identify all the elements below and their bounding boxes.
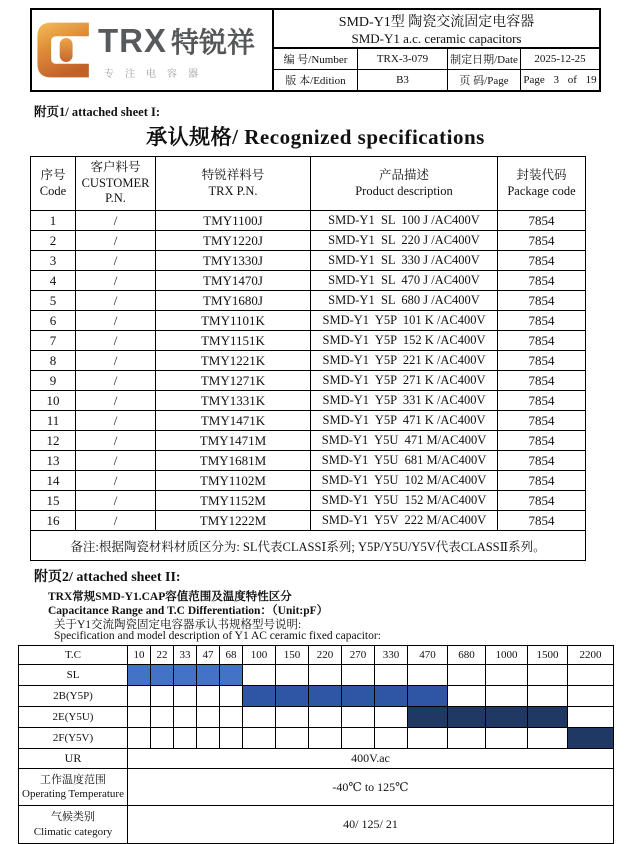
trx-pn-cell: TMY1220J bbox=[156, 231, 311, 251]
climatic-category-label: 气候类别 Climatic category bbox=[19, 806, 128, 844]
tc-empty-cell bbox=[309, 665, 342, 686]
code-cell: 15 bbox=[31, 491, 76, 511]
tc-band-row bbox=[19, 665, 614, 686]
attached-sheet-1-heading: 附页1/ attached sheet I: bbox=[34, 105, 161, 119]
tc-empty-cell bbox=[342, 707, 375, 728]
tc-band-label: 2F(Y5V) bbox=[19, 728, 128, 749]
tc-empty-cell bbox=[243, 728, 276, 749]
tc-empty-cell bbox=[448, 728, 486, 749]
tc-empty-cell bbox=[276, 707, 309, 728]
tc-highlight-cell bbox=[174, 665, 197, 686]
capacitance-header-cell: 100 bbox=[243, 646, 276, 665]
code-cell: 6 bbox=[31, 311, 76, 331]
edition-value: B3 bbox=[358, 70, 448, 90]
page-label: 页 码/Page bbox=[448, 70, 521, 90]
tc-empty-cell bbox=[528, 728, 568, 749]
date-value: 2025-12-25 bbox=[534, 52, 586, 65]
code-cell: 9 bbox=[31, 371, 76, 391]
spec-table-note: 备注:根据陶瓷材料材质区分为: SL代表CLASSⅠ系列; Y5P/Y5U/Y5V代表CLASSⅡ系列。 bbox=[31, 531, 586, 561]
customer-pn-cell: / bbox=[76, 431, 156, 451]
package-code-cell: 7854 bbox=[498, 431, 586, 451]
spec-table-header-row bbox=[31, 157, 586, 211]
trx-pn-cell: TMY1471M bbox=[156, 431, 311, 451]
document-header bbox=[30, 8, 601, 92]
capacitance-header-cell: 270 bbox=[342, 646, 375, 665]
table-row bbox=[31, 491, 586, 511]
description-cell: SMD-Y1 Y5U 102 M/AC400V bbox=[311, 471, 498, 491]
capacitance-header-cell: 470 bbox=[408, 646, 448, 665]
customer-pn-cell: / bbox=[76, 411, 156, 431]
header-info-block bbox=[272, 10, 599, 90]
code-cell: 7 bbox=[31, 331, 76, 351]
document-title-en: SMD-Y1 a.c. ceramic capacitors bbox=[351, 30, 522, 46]
tc-highlight-cell bbox=[128, 665, 151, 686]
operating-temperature-value: -40℃ to 125℃ bbox=[128, 769, 614, 806]
table-row bbox=[31, 371, 586, 391]
col-header-trx-pn: 特锐祥料号 TRX P.N. bbox=[156, 157, 311, 211]
customer-pn-cell: / bbox=[76, 491, 156, 511]
description-cell: SMD-Y1 Y5P 101 K /AC400V bbox=[311, 311, 498, 331]
table-row bbox=[31, 331, 586, 351]
package-code-cell: 7854 bbox=[498, 331, 586, 351]
customer-pn-cell: / bbox=[76, 271, 156, 291]
brand-name-en: TRX bbox=[98, 21, 167, 59]
document-title bbox=[274, 10, 599, 49]
description-cell: SMD-Y1 Y5P 221 K /AC400V bbox=[311, 351, 498, 371]
tc-header-row bbox=[19, 646, 614, 665]
package-code-cell: 7854 bbox=[498, 511, 586, 531]
code-cell: 4 bbox=[31, 271, 76, 291]
tc-empty-cell bbox=[276, 665, 309, 686]
code-cell: 13 bbox=[31, 451, 76, 471]
tc-band-row bbox=[19, 707, 614, 728]
package-code-cell: 7854 bbox=[498, 411, 586, 431]
customer-pn-cell: / bbox=[76, 371, 156, 391]
capacitance-header-cell: 22 bbox=[151, 646, 174, 665]
tc-empty-cell bbox=[486, 686, 528, 707]
tc-empty-cell bbox=[375, 665, 408, 686]
tc-highlight-cell bbox=[342, 686, 375, 707]
tc-empty-cell bbox=[276, 728, 309, 749]
code-cell: 16 bbox=[31, 511, 76, 531]
tc-highlight-cell bbox=[151, 665, 174, 686]
table-row bbox=[31, 211, 586, 231]
tc-empty-cell bbox=[197, 707, 220, 728]
code-cell: 5 bbox=[31, 291, 76, 311]
number-value: TRX-3-079 bbox=[358, 49, 448, 69]
capacitance-header-cell: 33 bbox=[174, 646, 197, 665]
tc-empty-cell bbox=[197, 686, 220, 707]
code-cell: 14 bbox=[31, 471, 76, 491]
capacitance-header-cell: 2200 bbox=[568, 646, 614, 665]
tc-highlight-cell bbox=[243, 686, 276, 707]
recognized-specifications-table bbox=[30, 156, 586, 561]
climatic-category-row bbox=[19, 806, 614, 844]
customer-pn-cell: / bbox=[76, 251, 156, 271]
description-cell: SMD-Y1 Y5V 222 M/AC400V bbox=[311, 511, 498, 531]
customer-pn-cell: / bbox=[76, 311, 156, 331]
ur-value: 400V.ac bbox=[128, 749, 614, 769]
tc-band-label: SL bbox=[19, 665, 128, 686]
code-cell: 1 bbox=[31, 211, 76, 231]
tc-band-row bbox=[19, 728, 614, 749]
tc-empty-cell bbox=[486, 665, 528, 686]
trx-pn-cell: TMY1471K bbox=[156, 411, 311, 431]
climatic-category-value: 40/ 125/ 21 bbox=[128, 806, 614, 844]
spec-table-body bbox=[31, 211, 586, 531]
trx-pn-cell: TMY1101K bbox=[156, 311, 311, 331]
package-code-cell: 7854 bbox=[498, 211, 586, 231]
tc-empty-cell bbox=[408, 665, 448, 686]
customer-pn-cell: / bbox=[76, 471, 156, 491]
tc-empty-cell bbox=[128, 707, 151, 728]
tc-empty-cell bbox=[408, 728, 448, 749]
document-title-cn: SMD-Y1型 陶瓷交流固定电容器 bbox=[338, 14, 535, 30]
customer-pn-cell: / bbox=[76, 231, 156, 251]
tc-empty-cell bbox=[128, 686, 151, 707]
capacitance-range-subtitle-en: Capacitance Range and T.C Differentiation：（Unit:pF） bbox=[48, 605, 329, 617]
trx-pn-cell: TMY1681M bbox=[156, 451, 311, 471]
description-cell: SMD-Y1 Y5P 471 K /AC400V bbox=[311, 411, 498, 431]
tc-empty-cell bbox=[568, 665, 614, 686]
description-cell: SMD-Y1 SL 330 J /AC400V bbox=[311, 251, 498, 271]
ur-row bbox=[19, 749, 614, 769]
tc-highlight-cell bbox=[375, 686, 408, 707]
package-code-cell: 7854 bbox=[498, 351, 586, 371]
tc-band-label: 2B(Y5P) bbox=[19, 686, 128, 707]
trx-pn-cell: TMY1222M bbox=[156, 511, 311, 531]
tc-empty-cell bbox=[197, 728, 220, 749]
tc-empty-cell bbox=[128, 728, 151, 749]
customer-pn-cell: / bbox=[76, 291, 156, 311]
tc-empty-cell bbox=[151, 728, 174, 749]
attached-sheet-2-heading: 附页2/ attached sheet II: bbox=[34, 570, 181, 585]
tc-empty-cell bbox=[174, 728, 197, 749]
capacitance-header-cell: 220 bbox=[309, 646, 342, 665]
tc-empty-cell bbox=[243, 665, 276, 686]
description-cell: SMD-Y1 SL 470 J /AC400V bbox=[311, 271, 498, 291]
code-cell: 8 bbox=[31, 351, 76, 371]
capacitance-header-cell: 150 bbox=[276, 646, 309, 665]
table-row bbox=[31, 311, 586, 331]
tc-empty-cell bbox=[528, 665, 568, 686]
tc-band-row bbox=[19, 686, 614, 707]
description-cell: SMD-Y1 Y5P 152 K /AC400V bbox=[311, 331, 498, 351]
tc-highlight-cell bbox=[220, 665, 243, 686]
package-code-cell: 7854 bbox=[498, 471, 586, 491]
brand-name-cn: 特锐祥 bbox=[171, 26, 256, 58]
tc-header-label: T.C bbox=[19, 646, 128, 665]
brand-tagline: 专注电容器 bbox=[104, 68, 209, 80]
trx-pn-cell: TMY1331K bbox=[156, 391, 311, 411]
tc-empty-cell bbox=[220, 707, 243, 728]
table-row bbox=[31, 451, 586, 471]
trx-pn-cell: TMY1221K bbox=[156, 351, 311, 371]
tc-empty-cell bbox=[220, 686, 243, 707]
customer-pn-cell: / bbox=[76, 391, 156, 411]
tc-empty-cell bbox=[309, 728, 342, 749]
header-meta-row-1 bbox=[274, 49, 599, 70]
package-code-cell: 7854 bbox=[498, 251, 586, 271]
col-header-customer-pn: 客户料号 CUSTOMER P.N. bbox=[76, 157, 156, 211]
tc-highlight-cell bbox=[448, 707, 486, 728]
tc-empty-cell bbox=[342, 665, 375, 686]
col-header-code: 序号 Code bbox=[31, 157, 76, 211]
table-row bbox=[31, 351, 586, 371]
tc-empty-cell bbox=[486, 728, 528, 749]
operating-temperature-label: 工作温度范围 Operating Temperature bbox=[19, 769, 128, 806]
page-value: Page 3 of 19 bbox=[523, 73, 597, 86]
description-cell: SMD-Y1 SL 220 J /AC400V bbox=[311, 231, 498, 251]
capacitance-header-cell: 1500 bbox=[528, 646, 568, 665]
description-cell: SMD-Y1 Y5U 471 M/AC400V bbox=[311, 431, 498, 451]
model-description-en: Specification and model description of Y1 AC ceramic fixed capacitor: bbox=[54, 630, 381, 642]
code-cell: 10 bbox=[31, 391, 76, 411]
customer-pn-cell: / bbox=[76, 331, 156, 351]
package-code-cell: 7854 bbox=[498, 291, 586, 311]
tc-empty-cell bbox=[375, 728, 408, 749]
tc-empty-cell bbox=[528, 686, 568, 707]
tc-highlight-cell bbox=[568, 728, 614, 749]
capacitance-header-cell: 680 bbox=[448, 646, 486, 665]
customer-pn-cell: / bbox=[76, 211, 156, 231]
code-cell: 3 bbox=[31, 251, 76, 271]
header-meta-row-2 bbox=[274, 70, 599, 90]
tc-highlight-cell bbox=[408, 707, 448, 728]
tc-highlight-cell bbox=[486, 707, 528, 728]
package-code-cell: 7854 bbox=[498, 311, 586, 331]
capacitance-header-cell: 47 bbox=[197, 646, 220, 665]
code-cell: 12 bbox=[31, 431, 76, 451]
recognized-specifications-title: 承认规格/ Recognized specifications bbox=[146, 125, 485, 149]
table-row bbox=[31, 471, 586, 491]
operating-temperature-row bbox=[19, 769, 614, 806]
table-row bbox=[31, 291, 586, 311]
trx-pn-cell: TMY1151K bbox=[156, 331, 311, 351]
code-cell: 11 bbox=[31, 411, 76, 431]
company-logo bbox=[32, 10, 272, 90]
tc-empty-cell bbox=[568, 707, 614, 728]
tc-empty-cell bbox=[174, 707, 197, 728]
description-cell: SMD-Y1 SL 680 J /AC400V bbox=[311, 291, 498, 311]
tc-differentiation-table bbox=[18, 645, 614, 844]
tc-empty-cell bbox=[448, 686, 486, 707]
edition-label: 版 本/Edition bbox=[274, 70, 358, 90]
tc-highlight-cell bbox=[309, 686, 342, 707]
tc-highlight-cell bbox=[197, 665, 220, 686]
tc-empty-cell bbox=[151, 686, 174, 707]
trx-pn-cell: TMY1102M bbox=[156, 471, 311, 491]
model-description-cn: 关于Y1交流陶瓷固定电容器承认书规格型号说明: bbox=[54, 619, 302, 631]
tc-empty-cell bbox=[448, 665, 486, 686]
table-row bbox=[31, 271, 586, 291]
col-header-package-code: 封装代码 Package code bbox=[498, 157, 586, 211]
trx-pn-cell: TMY1271K bbox=[156, 371, 311, 391]
table-row bbox=[31, 231, 586, 251]
tc-empty-cell bbox=[375, 707, 408, 728]
package-code-cell: 7854 bbox=[498, 371, 586, 391]
capacitance-header-cell: 10 bbox=[128, 646, 151, 665]
package-code-cell: 7854 bbox=[498, 451, 586, 471]
capacitance-header-cell: 1000 bbox=[486, 646, 528, 665]
table-row bbox=[31, 411, 586, 431]
tc-highlight-cell bbox=[276, 686, 309, 707]
package-code-cell: 7854 bbox=[498, 391, 586, 411]
trx-pn-cell: TMY1330J bbox=[156, 251, 311, 271]
trx-pn-cell: TMY1100J bbox=[156, 211, 311, 231]
logo-text-block bbox=[98, 21, 255, 80]
customer-pn-cell: / bbox=[76, 451, 156, 471]
description-cell: SMD-Y1 SL 100 J /AC400V bbox=[311, 211, 498, 231]
package-code-cell: 7854 bbox=[498, 231, 586, 251]
tc-empty-cell bbox=[309, 707, 342, 728]
tc-highlight-cell bbox=[408, 686, 448, 707]
trx-pn-cell: TMY1470J bbox=[156, 271, 311, 291]
table-row bbox=[31, 511, 586, 531]
description-cell: SMD-Y1 Y5P 331 K /AC400V bbox=[311, 391, 498, 411]
capacitance-header-cell: 330 bbox=[375, 646, 408, 665]
trx-pn-cell: TMY1680J bbox=[156, 291, 311, 311]
tc-band-label: 2E(Y5U) bbox=[19, 707, 128, 728]
tc-empty-cell bbox=[151, 707, 174, 728]
col-header-product-description: 产品描述 Product description bbox=[311, 157, 498, 211]
table-row bbox=[31, 391, 586, 411]
ur-label: UR bbox=[19, 749, 128, 769]
description-cell: SMD-Y1 Y5U 152 M/AC400V bbox=[311, 491, 498, 511]
customer-pn-cell: / bbox=[76, 511, 156, 531]
description-cell: SMD-Y1 Y5U 681 M/AC400V bbox=[311, 451, 498, 471]
capacitance-header-cell: 68 bbox=[220, 646, 243, 665]
capacitance-range-subtitle-cn: TRX常规SMD-Y1.CAP容值范围及温度特性区分 bbox=[48, 591, 292, 603]
tc-empty-cell bbox=[243, 707, 276, 728]
spec-table-note-row bbox=[31, 531, 586, 561]
code-cell: 2 bbox=[31, 231, 76, 251]
tc-highlight-cell bbox=[528, 707, 568, 728]
package-code-cell: 7854 bbox=[498, 271, 586, 291]
tc-empty-cell bbox=[174, 686, 197, 707]
tc-table-body bbox=[19, 665, 614, 749]
trx-pn-cell: TMY1152M bbox=[156, 491, 311, 511]
trx-logo-icon bbox=[34, 19, 94, 81]
description-cell: SMD-Y1 Y5P 271 K /AC400V bbox=[311, 371, 498, 391]
package-code-cell: 7854 bbox=[498, 491, 586, 511]
date-label: 制定日期/Date bbox=[448, 49, 521, 69]
customer-pn-cell: / bbox=[76, 351, 156, 371]
tc-empty-cell bbox=[342, 728, 375, 749]
table-row bbox=[31, 431, 586, 451]
number-label: 编 号/Number bbox=[274, 49, 358, 69]
tc-empty-cell bbox=[568, 686, 614, 707]
table-row bbox=[31, 251, 586, 271]
tc-empty-cell bbox=[220, 728, 243, 749]
